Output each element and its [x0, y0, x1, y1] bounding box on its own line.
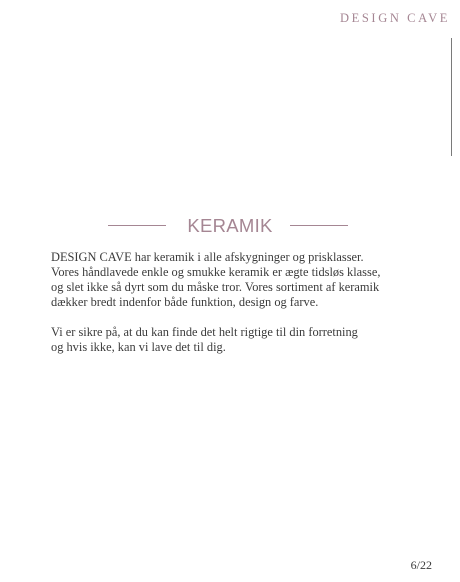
intro-line-2: Vores håndlavede enkle og smukke keramik er ægte tidsløs klasse,	[51, 265, 381, 279]
heading-rule-right	[290, 225, 348, 226]
intro-paragraph	[51, 250, 431, 310]
side-divider	[451, 38, 452, 156]
section-title: KERAMIK	[187, 215, 273, 236]
closing-paragraph	[51, 325, 431, 355]
closing-line-2: og hvis ikke, kan vi lave det til dig.	[51, 340, 226, 354]
intro-line-3: og slet ikke så dyrt som du måske tror. Vores sortiment af keramik	[51, 280, 380, 294]
brand-name: DESIGN CAVE	[340, 11, 450, 25]
intro-line-1: DESIGN CAVE har keramik i alle afskygninger og prisklasser.	[51, 250, 364, 264]
closing-line-1: Vi er sikre på, at du kan finde det helt rigtige til din forretning	[51, 325, 358, 339]
section-heading-row	[0, 214, 460, 238]
intro-line-4: dækker bredt indenfor både funktion, design og farve.	[51, 295, 319, 309]
page-number: 6/22	[410, 558, 432, 572]
